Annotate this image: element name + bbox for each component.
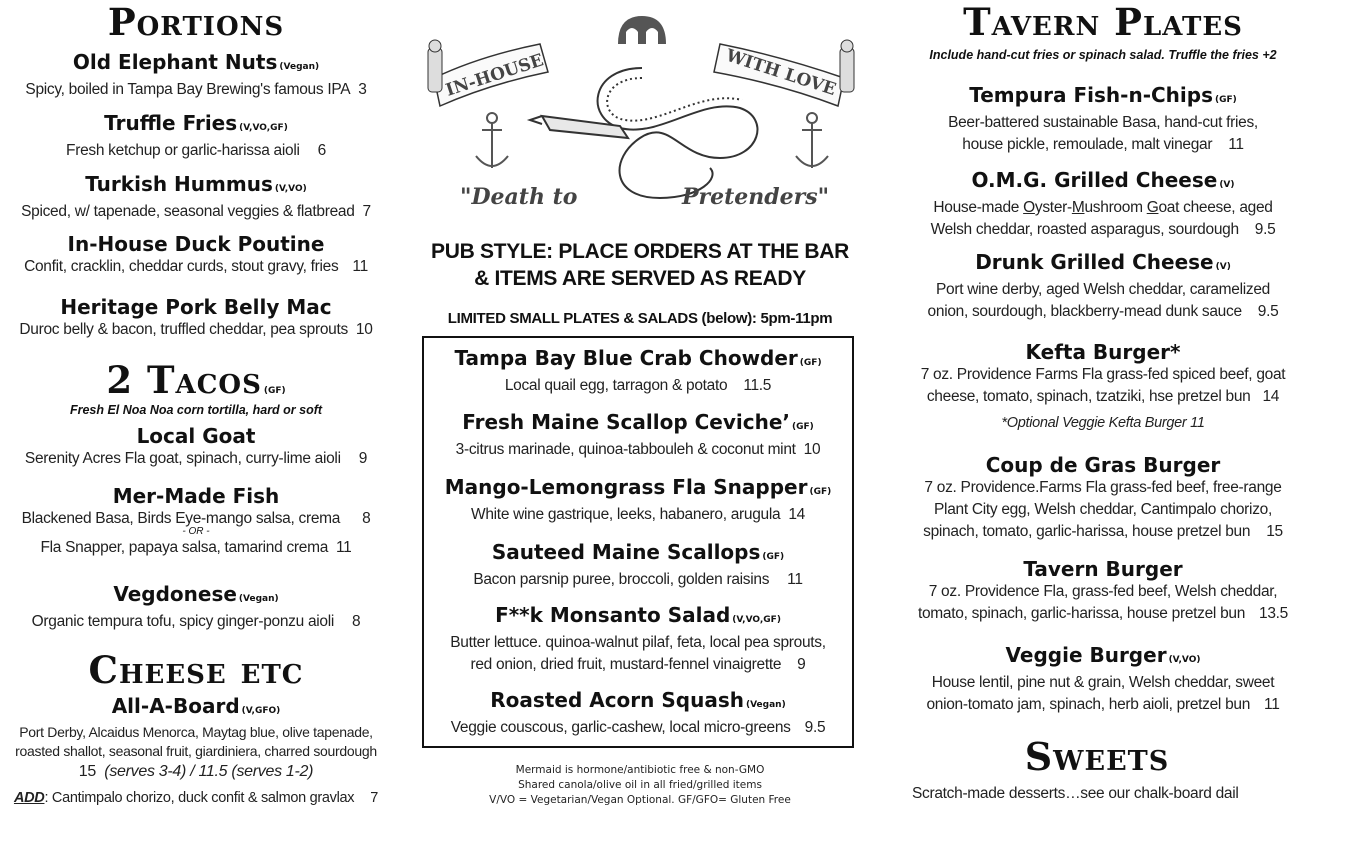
item-price: 9.5 <box>1257 303 1279 320</box>
svg-text:"Death to: "Death to <box>460 184 578 210</box>
item-price: 3 <box>358 81 367 98</box>
svg-text:WITH LOVE: WITH LOVE <box>723 45 839 101</box>
add-desc: : Cantimpalo chorizo, duck confit & salmon gravlax <box>44 790 355 806</box>
section-title-tavern-plates: Tavern Plates <box>963 0 1243 44</box>
item-desc: roasted shallot, seasonal fruit, giardiniera, charred sourdough <box>15 743 377 759</box>
item-name: Local Goat <box>136 424 256 448</box>
menu-item-mer-made-fish <box>0 484 392 559</box>
item-desc: house pickle, remoulade, malt vinegar <box>962 136 1213 153</box>
diet-tag: (Vegan) <box>238 594 279 604</box>
item-price: 14 <box>1262 388 1280 405</box>
section-title-portions: Portions <box>107 0 285 44</box>
item-desc: Welsh cheddar, roasted asparagus, sourdough <box>930 221 1239 238</box>
item-desc: Confit, cracklin, cheddar curds, stout gravy, fries <box>24 258 339 275</box>
banner-right-icon <box>714 40 854 106</box>
item-price: 10 <box>803 441 821 458</box>
item-price: 7 <box>362 203 371 220</box>
item-name: Truffle Fries <box>104 111 238 135</box>
item-alt-price: 11 <box>336 539 352 556</box>
pub-style-notice: PUB STYLE: PLACE ORDERS AT THE BAR & ITEMS ARE SERVED AS READY <box>431 240 849 290</box>
item-name: In-House Duck Poutine <box>67 232 325 256</box>
item-price: 9 <box>358 450 368 467</box>
item-desc: Blackened Basa, Birds Eye-mango salsa, crema <box>21 510 341 527</box>
add-price: 7 <box>370 790 379 806</box>
menu-item-pork-belly-mac <box>0 295 392 341</box>
menu-item-crab-chowder <box>424 346 852 397</box>
item-desc: cheese, tomato, spinach, tzatziki, hse pretzel bun <box>926 388 1251 405</box>
serves-small: (serves 1-2) <box>231 763 314 780</box>
item-name: Tempura Fish-n-Chips <box>969 83 1213 107</box>
item-desc: Fresh ketchup or garlic-harissa aioli <box>66 142 300 159</box>
menu-item-monsanto-salad <box>424 603 852 676</box>
menu-item-sauteed-scallops <box>424 540 852 591</box>
item-price: 11 <box>1228 136 1244 153</box>
item-desc: spinach, tomato, garlic-harissa, house pretzel bun <box>923 523 1251 540</box>
item-name: Drunk Grilled Cheese <box>975 250 1214 274</box>
small-plates-box <box>422 336 854 748</box>
limited-hours-notice: LIMITED SMALL PLATES & SALADS (below): 5pm-11pm <box>447 310 833 327</box>
item-price: 10 <box>355 321 373 338</box>
item-price: 11.5 <box>743 377 772 394</box>
diet-tag: (GF) <box>263 386 286 396</box>
menu-item-all-a-board <box>0 694 392 783</box>
svg-text:IN-HOUSE: IN-HOUSE <box>443 50 547 101</box>
add-on-line <box>0 787 392 809</box>
item-name: Mango-Lemongrass Fla Snapper <box>444 475 808 499</box>
section-title-tacos: 2 Tacos (GF) <box>106 358 286 402</box>
item-name: All-A-Board <box>111 694 240 718</box>
diet-tag: (GF) <box>1215 95 1237 105</box>
item-desc: tomato, spinach, garlic-harissa, house pretzel bun <box>917 605 1246 622</box>
price-large: 15 <box>78 763 96 780</box>
menu-item-scallop-ceviche <box>424 410 852 461</box>
diet-tag: (GF) <box>762 552 785 562</box>
item-price: 11 <box>1264 696 1280 713</box>
diet-tag: (V,GFO) <box>241 706 281 716</box>
menu-item-drunk-grilled-cheese <box>888 250 1318 323</box>
item-price: 9 <box>797 656 806 673</box>
item-desc: Plant City egg, Welsh cheddar, Cantimpalo chorizo, <box>934 501 1272 518</box>
price-small: / 11.5 <box>190 763 228 780</box>
diet-tag: (GF) <box>792 422 814 432</box>
diet-tag: (GF) <box>809 487 832 497</box>
item-desc: 3-citrus marinade, quinoa-tabbouleh & coconut mint <box>455 441 796 458</box>
item-desc: 7 oz. Providence Farms Fla grass-fed spiced beef, goat <box>920 366 1286 383</box>
or-divider: - OR - <box>182 526 210 537</box>
diet-tag: (V,VO,GF) <box>239 123 288 133</box>
item-desc: House-made Oyster-Mushroom Goat cheese, aged <box>933 199 1273 216</box>
item-desc: onion-tomato jam, spinach, herb aioli, pretzel bun <box>926 696 1251 713</box>
anchor-left-icon <box>476 113 508 168</box>
item-desc: Veggie couscous, garlic-cashew, local micro-greens <box>450 719 791 736</box>
item-name: O.M.G. Grilled Cheese <box>971 168 1218 192</box>
item-desc: House lentil, pine nut & grain, Welsh cheddar, sweet <box>931 674 1275 691</box>
banner-left-icon <box>428 40 548 106</box>
item-name: Coup de Gras Burger <box>985 453 1221 477</box>
item-desc: Organic tempura tofu, spicy ginger-ponzu aioli <box>31 613 335 630</box>
item-desc: 7 oz. Providence.Farms Fla grass-fed beef, free-range <box>924 479 1282 496</box>
menu-item-omg-grilled-cheese <box>888 168 1318 241</box>
item-name: Vegdonese <box>113 582 237 606</box>
menu-item-acorn-squash <box>424 688 852 739</box>
anchor-right-icon <box>796 113 828 168</box>
menu-item-vegdonese <box>0 582 392 633</box>
footnote: Mermaid is hormone/antibiotic free & non-GMO Shared canola/olive oil in all fried/grilled items V/VO = Vegetarian/Vegan Optional. GF/GFO= Gluten Free <box>489 764 791 806</box>
item-name: Old Elephant Nuts <box>72 50 278 74</box>
item-desc: Spicy, boiled in Tampa Bay Brewing's famous IPA <box>25 81 351 98</box>
add-label: ADD <box>13 790 45 806</box>
item-name: Heritage Pork Belly Mac <box>60 295 332 319</box>
menu-item-coup-de-gras-burger <box>888 453 1318 543</box>
item-alt-desc: Fla Snapper, papaya salsa, tamarind crema <box>40 539 329 556</box>
item-desc: Duroc belly & bacon, truffled cheddar, pea sprouts <box>19 321 348 338</box>
item-desc: Beer-battered sustainable Basa, hand-cut fries, <box>948 114 1258 131</box>
item-name: Kefta Burger* <box>1025 340 1181 364</box>
section-title-cheese: Cheese etc <box>88 648 304 692</box>
veggie-option-note: *Optional Veggie Kefta Burger 11 <box>1001 415 1205 431</box>
menu-item-turkish-hummus <box>0 172 392 223</box>
item-price: 8 <box>362 510 371 527</box>
sweets-desc: Scratch-made desserts…see our chalk-board dail <box>912 785 1239 802</box>
item-price: 14 <box>788 506 805 523</box>
item-name: Tavern Burger <box>1023 557 1183 581</box>
item-desc: Bacon parsnip puree, broccoli, golden raisins <box>473 571 770 588</box>
item-desc: White wine gastrique, leeks, habanero, arugula <box>471 506 781 523</box>
item-name: Fresh Maine Scallop Ceviche’ <box>462 410 791 434</box>
item-desc: Serenity Acres Fla goat, spinach, curry-lime aioli <box>24 450 341 467</box>
serves-large: (serves 3-4) <box>104 763 187 780</box>
item-price: 9.5 <box>804 719 826 736</box>
menu-item-fla-snapper <box>424 475 852 526</box>
diet-tag: (V,VO) <box>1168 655 1201 665</box>
diet-tag: (V) <box>1219 180 1235 190</box>
item-price: 6 <box>317 142 326 159</box>
item-desc: 7 oz. Providence Fla, grass-fed beef, Welsh cheddar, <box>928 583 1278 600</box>
menu-item-truffle-fries <box>0 111 392 162</box>
item-desc: Port wine derby, aged Welsh cheddar, caramelized <box>936 281 1270 298</box>
diet-tag: (GF) <box>799 358 822 368</box>
mermaid-logo <box>420 8 865 213</box>
eel-icon <box>530 68 757 198</box>
item-price: 15 <box>1266 523 1283 540</box>
item-name: Tampa Bay Blue Crab Chowder <box>454 346 798 370</box>
menu-item-local-goat <box>0 424 392 470</box>
diet-tag: (Vegan) <box>279 62 320 72</box>
menu-item-veggie-burger <box>888 643 1318 716</box>
diet-tag: (Vegan) <box>745 700 786 710</box>
item-price: 9.5 <box>1254 221 1276 238</box>
menu-item-tavern-burger <box>888 557 1318 625</box>
item-price: 11 <box>787 571 803 588</box>
item-name: Roasted Acorn Squash <box>490 688 744 712</box>
diet-tag: (V) <box>1215 262 1231 272</box>
item-desc: Local quail egg, tarragon & potato <box>504 377 728 394</box>
diet-tag: (V,VO) <box>274 184 307 194</box>
monogram-icon <box>618 16 666 44</box>
menu-item-fish-n-chips <box>888 83 1318 156</box>
item-desc: red onion, dried fruit, mustard-fennel vinaigrette <box>470 656 782 673</box>
item-name: Sauteed Maine Scallops <box>491 540 761 564</box>
diet-tag: (V,VO,GF) <box>732 615 781 625</box>
menu-item-duck-poutine <box>0 232 392 278</box>
svg-text:Pretenders": Pretenders" <box>682 184 830 210</box>
menu-item-old-elephant-nuts <box>0 50 392 101</box>
item-price: 11 <box>352 258 368 275</box>
tacos-note: Fresh El Noa Noa corn tortilla, hard or soft <box>69 403 323 417</box>
item-desc: Spiced, w/ tapenade, seasonal veggies & flatbread <box>21 203 355 220</box>
item-desc: Port Derby, Alcaidus Menorca, Maytag blue, olive tapenade, <box>19 724 373 740</box>
menu-item-kefta-burger <box>888 340 1318 434</box>
item-name: Veggie Burger <box>1005 643 1167 667</box>
item-desc: Butter lettuce. quinoa-walnut pilaf, feta, local pea sprouts, <box>450 634 826 651</box>
item-price: 8 <box>352 613 361 630</box>
item-name: F**k Monsanto Salad <box>495 603 731 627</box>
item-name: Mer-Made Fish <box>112 484 280 508</box>
tavern-note: Include hand-cut fries or spinach salad. Truffle the fries +2 <box>929 48 1277 62</box>
item-name: Turkish Hummus <box>85 172 273 196</box>
item-price: 13.5 <box>1259 605 1288 622</box>
item-desc: onion, sourdough, blackberry-mead dunk sauce <box>927 303 1242 320</box>
section-title-sweets: Sweets <box>1024 734 1170 779</box>
